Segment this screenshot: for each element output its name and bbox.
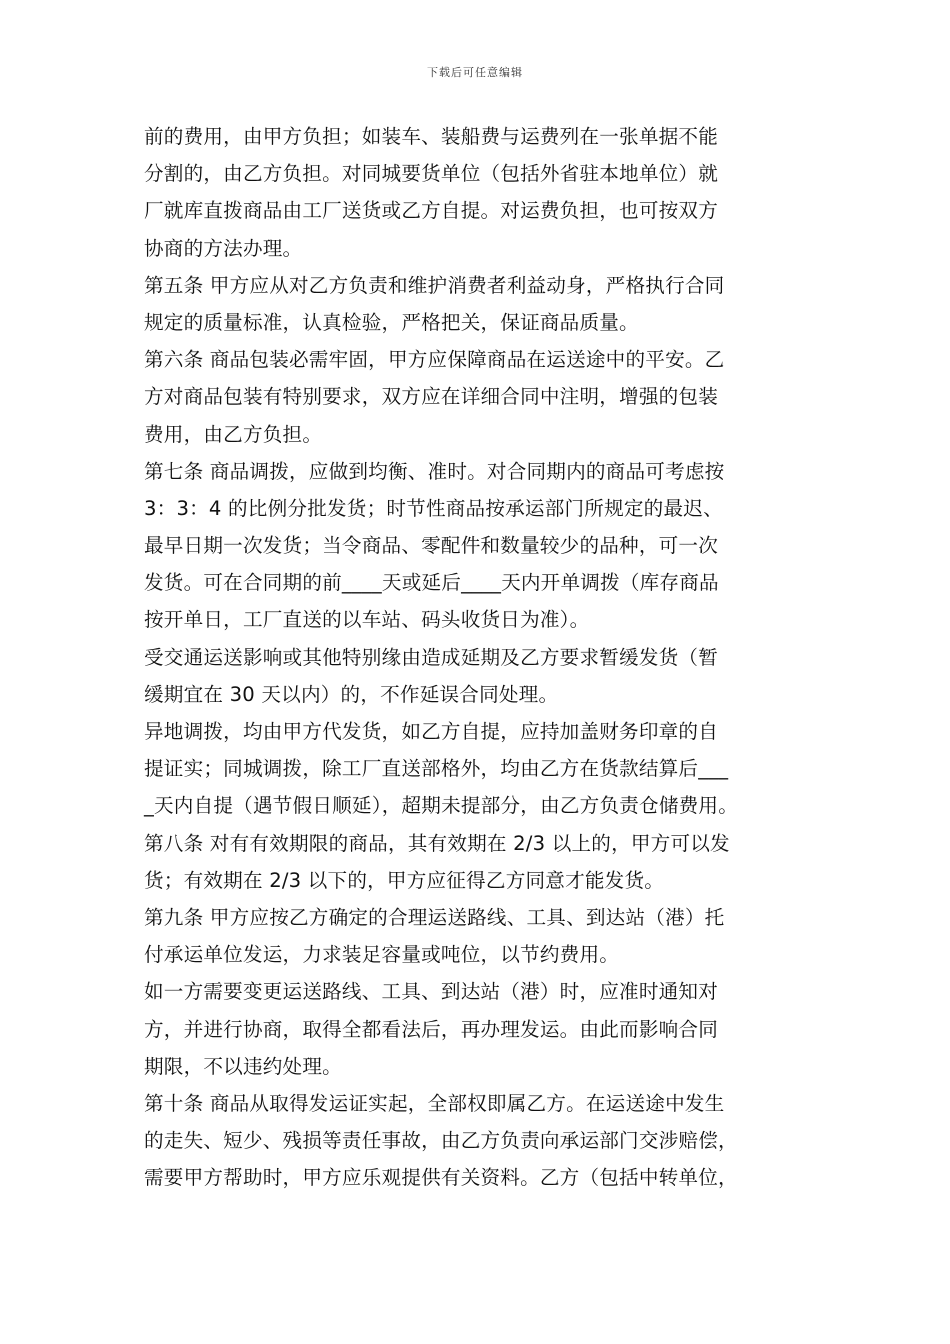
text-line: 厂就库直拨商品由工厂送货或乙方自提。对运费负担，也可按双方 bbox=[144, 199, 719, 223]
text-line: 3：3：4 的比例分批发货；时节性商品按承运部门所规定的最迟、 bbox=[144, 496, 723, 520]
clause-9-line: 第九条 甲方应按乙方确定的合理运送路线、工具、到达站（港）托 bbox=[144, 905, 725, 929]
clause-6-line: 第六条 商品包装必需牢固，甲方应保障商品在运送途中的平安。乙 bbox=[144, 348, 725, 372]
clause-10-line: 第十条 商品从取得发运证实起，全部权即属乙方。在运送途中发生 bbox=[144, 1091, 725, 1115]
text-line: 费用，由乙方负担。 bbox=[144, 422, 323, 446]
text-line: 发货。可在合同期的前____天或延后____天内开单调拨（库存商品 bbox=[144, 571, 719, 595]
text-line: 需要甲方帮助时，甲方应乐观提供有关资料。乙方（包括中转单位， bbox=[144, 1166, 738, 1190]
page-header: 下载后可任意编辑 bbox=[427, 66, 523, 79]
text-line: 规定的质量标准，认真检验，严格把关，保证商品质量。 bbox=[144, 310, 639, 334]
text-line: 分割的，由乙方负担。对同城要货单位（包括外省驻本地单位）就 bbox=[144, 162, 719, 186]
text-line: 提证实；同城调拨，除工厂直送部格外，均由乙方在货款结算后___ bbox=[144, 757, 729, 781]
text-line: 最早日期一次发货；当令商品、零配件和数量较少的品种，可一次 bbox=[144, 534, 719, 558]
text-line: 的走失、短少、残损等责任事故，由乙方负责向承运部门交涉赔偿， bbox=[144, 1129, 738, 1153]
text-line: 期限，不以违约处理。 bbox=[144, 1054, 342, 1078]
text-line: 缓期宜在 30 天以内）的，不作延误合同处理。 bbox=[144, 682, 559, 706]
text-line: 如一方需要变更运送路线、工具、到达站（港）时，应准时通知对 bbox=[144, 980, 719, 1004]
clause-8-line: 第八条 对有有效期限的商品，其有效期在 2/3 以上的，甲方可以发 bbox=[144, 831, 730, 855]
text-line: _天内自提（遇节假日顺延），超期未提部分，由乙方负责仓储费用。 bbox=[144, 794, 739, 818]
text-line: 方，并进行协商，取得全都看法后，再办理发运。由此而影响合同 bbox=[144, 1017, 719, 1041]
text-line: 按开单日，工厂直送的以车站、码头收货日为准）。 bbox=[144, 608, 590, 632]
text-line: 方对商品包装有特别要求，双方应在详细合同中注明，增强的包装 bbox=[144, 385, 719, 409]
clause-7-line: 第七条 商品调拨，应做到均衡、准时。对合同期内的商品可考虑按 bbox=[144, 459, 725, 483]
document-body bbox=[144, 118, 810, 1196]
text-line: 货；有效期在 2/3 以下的，甲方应征得乙方同意才能发货。 bbox=[144, 868, 665, 892]
text-line: 前的费用，由甲方负担；如装车、装船费与运费列在一张单据不能 bbox=[144, 125, 719, 148]
clause-5-line: 第五条 甲方应从对乙方负责和维护消费者利益动身，严格执行合同 bbox=[144, 273, 725, 297]
text-line: 异地调拨，均由甲方代发货，如乙方自提，应持加盖财务印章的自 bbox=[144, 720, 719, 743]
text-line: 受交通运送影响或其他特别缘由造成延期及乙方要求暂缓发货（暂 bbox=[144, 645, 719, 669]
text-line: 协商的方法办理。 bbox=[144, 236, 303, 260]
text-line: 付承运单位发运，力求装足容量或吨位，以节约费用。 bbox=[144, 943, 620, 967]
